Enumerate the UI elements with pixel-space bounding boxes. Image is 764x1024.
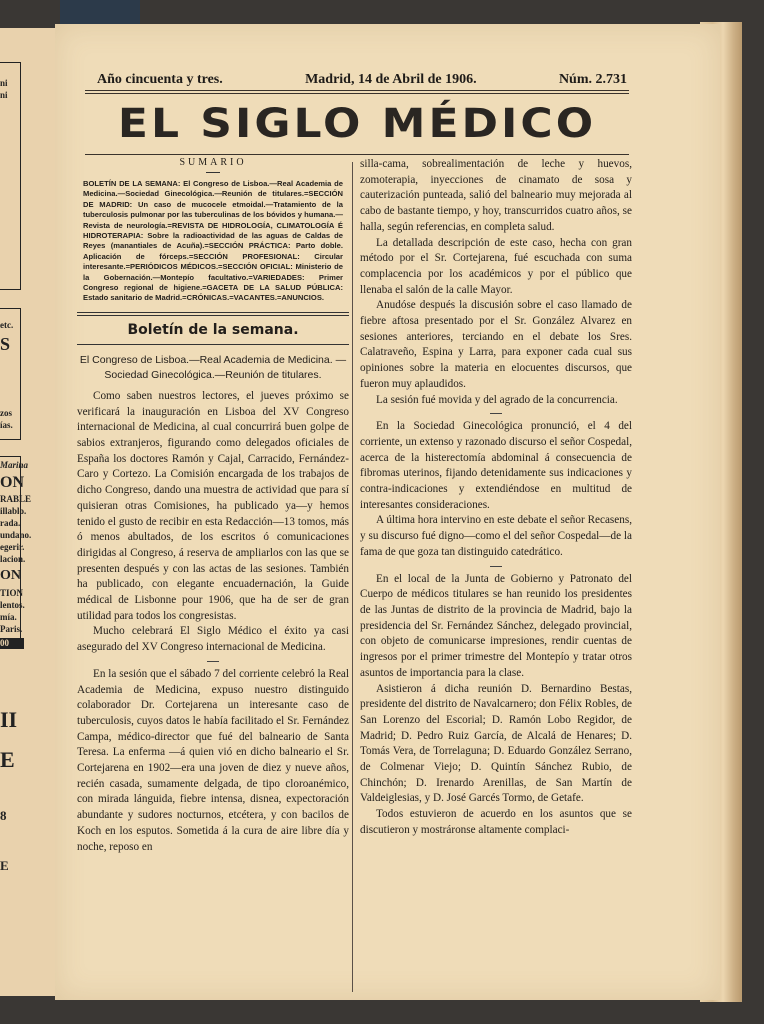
- left-fragment: illablo.: [0, 506, 27, 516]
- left-fragment: ni: [0, 90, 8, 100]
- left-fragment: rada.: [0, 518, 21, 528]
- left-fragment: 8: [0, 808, 7, 823]
- header-rule: [85, 90, 629, 91]
- issue-number: Núm. 2.731: [558, 72, 627, 87]
- paragraph: En la sesión que el sábado 7 del corriente celebró la Real Academia de Medicina, expuso nuestro distinguido colaborador Dr. Cortejarena un interesante caso de tuberculosis, cuyos datos le había facilitado el Sr. Fernández Campa, médico-director que fué del balneario de Santa Teresa. La enferma —á quien vió en dicho balneario el Sr. Cortejarena en 1902—era una joven de diez y nueve años, recién casada, sumamente delgada, de tipo cloroanémico, con mirada lánguida, fiebre intensa, disnea, expectoración abundante y sudores nocturnos, etcétera, y con bacilos de Koch en los esputos. Sometida á la cura de aire libre día y noche, reposo en: [77, 667, 349, 853]
- issue-date: Madrid, 14 de Abril de 1906.: [305, 72, 477, 87]
- paragraph: Asistieron á dicha reunión D. Bernardino Bestas, presidente del distrito de Navalcarnero; don Félix Robles, de San Lorenzo del Escorial; D. Ramón Lobo Regidor, de Madrid; D. Pedro Ruiz García, de Alcalá de Henares; D. Tomás Vera, de Torrelaguna; D. Eduardo González Serrano, de Colmenar Viejo; D. Quintín Sánchez Rubio, de Chinchón; D. Irenardo Arenillas, de San Martín de Valdeiglesias, y D. José Garcés Tormo, de Getafe.: [360, 682, 632, 805]
- left-fragment: ON: [0, 568, 21, 583]
- paragraph: La detallada descripción de este caso, hecha con gran método por el Sr. Cortejarena, fué escuchada con suma complacencia por los académicos y por el público que llenaba el salón de la calle Mayor.: [360, 236, 632, 296]
- dash: [207, 661, 219, 662]
- left-fragment: E: [0, 858, 9, 873]
- masthead-title: EL SIGLO MÉDICO: [117, 100, 597, 147]
- issue-year: Año cincuenta y tres.: [97, 72, 223, 87]
- left-fragment: S: [0, 334, 11, 354]
- left-fragment: undano.: [0, 530, 32, 540]
- left-page-margin: [0, 28, 58, 996]
- column-divider: [352, 162, 353, 992]
- newspaper-page: [55, 24, 720, 1000]
- left-fragment: etc.: [0, 320, 14, 330]
- left-fragment: TION: [0, 588, 24, 598]
- masthead-rule: [85, 154, 629, 155]
- section-rule: [77, 312, 349, 316]
- left-fragment: zos: [0, 408, 12, 418]
- paragraph: A última hora intervino en este debate el señor Recasens, y su discurso fué digno—como el del señor Cospedal—de la fama de que goza tan distinguido catedrático.: [360, 514, 632, 558]
- right-column: [360, 157, 632, 839]
- paragraph: En la Sociedad Ginecológica pronunció, el 4 del corriente, un extenso y razonado discurso el señor Cospedal, acerca de la histerectomía abdominal á consecuencia de fibromas uterinos, fijando detenidamente sus indicaciones y contra-indicaciones y extendiéndose en multitud de interesantes consideraciones.: [360, 420, 632, 511]
- left-column: [77, 157, 349, 855]
- paragraph: Todos estuvieron de acuerdo en los asuntos que se discutieron y mostráronse altamente complaci-: [360, 808, 632, 836]
- boletin-title: Boletín de la semana.: [127, 321, 299, 338]
- left-fragment: mía.: [0, 612, 17, 622]
- paragraph: Anudóse después la discusión sobre el caso llamado de fiebre aftosa presentado por el Sr. González Alvarez en sesiones anteriores, terciando en el debate los Sres. Calatraveño, Espina y Larra, para exponer cada cual sus opiniones sobre la materia en elocuentes discursos, que fueron muy aplaudidos.: [360, 299, 632, 390]
- left-fragment: E: [0, 747, 15, 772]
- boletin-subhead: El Congreso de Lisboa.—Real Academia de Medicina. —Sociedad Ginecológica.—Reunión de titulares.: [79, 353, 347, 381]
- left-fragment: lentos.: [0, 600, 25, 610]
- left-fragment: ON: [0, 474, 24, 491]
- book-cover-edge: [60, 0, 140, 24]
- dash: [206, 172, 220, 173]
- dash: [490, 566, 502, 567]
- dash: [490, 413, 502, 414]
- paragraph: Como saben nuestros lectores, el jueves próximo se verificará la inauguración en Lisboa del XV Congreso internacional de Medicina, al cual concurrirá buen golpe de sabios extranjeros, figurando como delegados oficiales de España los doctores Ramón y Cajal, Carracido, Fernández-Caro y Cortezo. La Comisión encargada de los trabajos de dicho Congreso, dando una muestra de actividad que para sí quisieran otras Comisiones, ha publicado ya—y hemos tenido el gusto de recibir en esta Redacción—13 tomos, más ó menos abultados, de los escritos ó comunicaciones dirigidas al Congreso, á reserva de ampliarlos con las que se presenten después y con las actas de las sesiones. También ha publicado, con elegante encuadernación, la Guide médical de Lisbonne pour 1906, que ha de ser de gran utilidad para todos los congresistas.: [77, 389, 349, 622]
- left-fragment: egerir.: [0, 542, 25, 552]
- issue-header: [97, 72, 627, 88]
- left-fragment: lacion.: [0, 554, 26, 564]
- left-fragment: ni: [0, 78, 8, 88]
- left-fragment: Marina: [0, 460, 29, 470]
- left-fragment: Paris.: [0, 624, 23, 634]
- sumario-text: BOLETÍN DE LA SEMANA: El Congreso de Lisboa.—Real Academia de Medicina.—Sociedad Ginecológica.—Reunión de titulares.=SECCIÓN DE MADRID: Un caso de mucocele etmoidal.—Tratamiento de la tuberculosis pulmonar por las tuberculinas de los bóvidos y humana.—Revista de neurología.=REVISTA DE HIDROLOGÍA, CLIMATOLOGÍA É HIDROTERAPIA: Sobre la radioactividad de las aguas de Caldas de Reyes (manantiales de Acuña).=SECCIÓN PRÁCTICA: Parto doble. Aplicación de fórceps.=SECCIÓN PROFESIONAL: Circular interesante.=PERIÓDICOS MÉDICOS.=SECCIÓN OFICIAL: Ministerio de la Gobernación.—Montepío facultativo.=VARIEDADES: Primer Congreso regional de higiene.=GACETA DE LA SALUD PÚBLICA: Estado sanitario de Madrid.=CRÓNICAS.=VACANTES.=ANUNCIOS.: [83, 179, 343, 303]
- left-fragment: II: [0, 707, 18, 732]
- paragraph: silla-cama, sobrealimentación de leche y huevos, zomoterapia, inyecciones de cinamato de sosa y cauterización punteada, salió del balneario muy mejorada al cabo de bastante tiempo, y hoy, transcurridos cuatro años, se halla, según referencias, en completa salud.: [360, 158, 632, 233]
- sumario-title: SUMARIO: [179, 157, 247, 168]
- left-fragment: 00: [0, 638, 24, 649]
- paragraph: Mucho celebrará El Siglo Médico el éxito ya casi asegurado del XV Congreso internacional de Medicina.: [77, 625, 349, 654]
- paragraph: En el local de la Junta de Gobierno y Patronato del Cuerpo de médicos titulares se han reunido los presidentes de las Juntas de distrito de la provincia de Madrid, bajo la presidencia del Sr. Fernández Sánchez, delegado provincial, con objeto de comunicarse impresiones, rendir cuentas de ingresos por el primer trimestre del Montepío y tratar otros asuntos de importancia para la clase.: [360, 572, 632, 679]
- left-fragment: ías.: [0, 420, 13, 430]
- section-rule: [77, 344, 349, 345]
- paragraph: La sesión fué movida y del agrado de la concurrencia.: [376, 393, 618, 406]
- header-rule: [85, 93, 629, 94]
- left-fragment: RABLE: [0, 494, 32, 504]
